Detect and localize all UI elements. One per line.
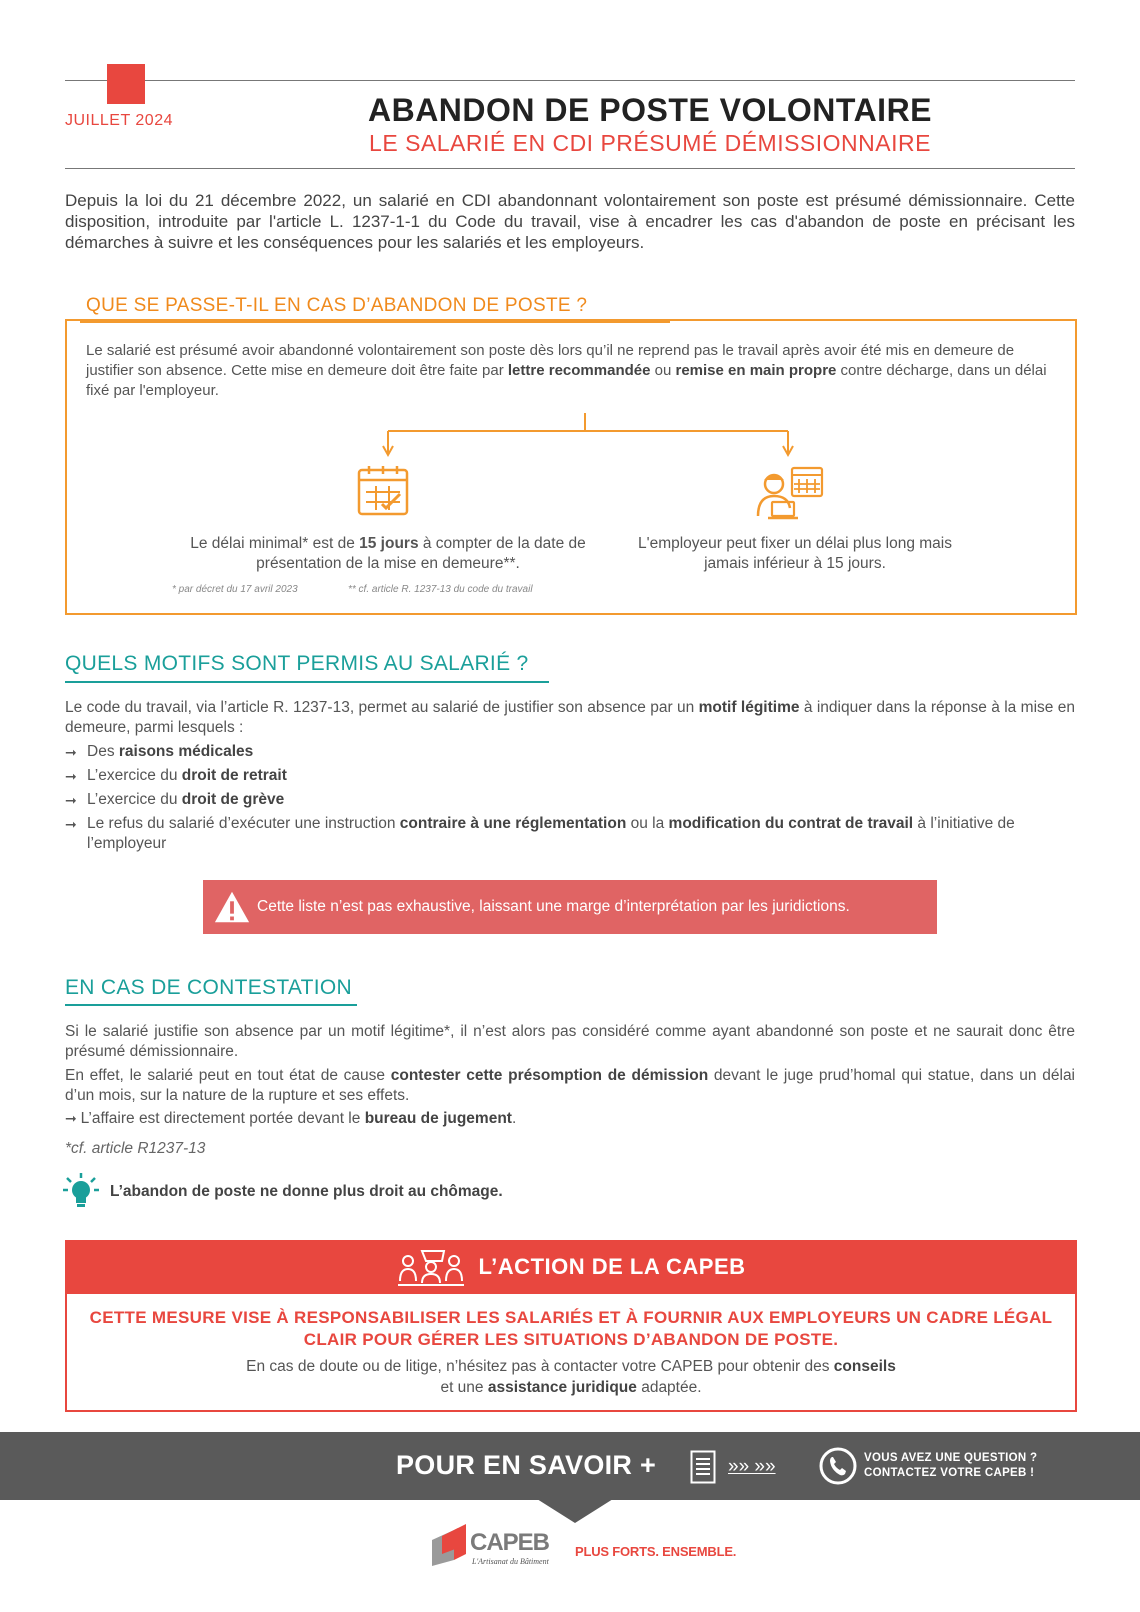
contact-line-1: VOUS AVEZ UNE QUESTION ?	[864, 1452, 1038, 1464]
document-icon[interactable]	[690, 1450, 716, 1484]
text-segment: Le refus du salarié d’exécuter une instruction	[87, 815, 400, 832]
employer-calendar-icon	[754, 464, 826, 522]
contestation-paragraph-1: Si le salarié justifie son absence par un motif légitime*, il n’est alors pas considéré comme ayant abandonné son poste et ne saurait donc être présumé démissionnaire.	[65, 1023, 1075, 1060]
text-segment: Le salarié est présumé avoir abandonné volontairement son poste dès lors qu’il ne reprend pas le travail après avoir été mis en demeure de justifier son absence. Cette mise en demeure doit être faite par	[86, 342, 1015, 379]
red-square-decoration	[107, 64, 145, 104]
arrow-icon: ➞	[65, 792, 77, 808]
text-segment: L’exercice du	[87, 791, 182, 808]
text-segment: L’affaire est directement portée devant le	[80, 1110, 365, 1127]
bold-contraire-reglementation: contraire à une réglementation	[399, 815, 627, 832]
article-reference: *cf. article R1237-13	[65, 1140, 206, 1157]
warning-banner	[203, 880, 937, 934]
capeb-body-text	[80, 1356, 1062, 1398]
list-item	[65, 766, 1075, 786]
phone-icon[interactable]	[818, 1446, 858, 1486]
calendar-icon	[356, 464, 412, 520]
bold-assistance-juridique: assistance juridique	[487, 1379, 637, 1396]
page-title: ABANDON DE POSTE VOLONTAIRE	[367, 92, 933, 128]
text-segment: ou la	[626, 815, 669, 832]
bold-droit-de-retrait: droit de retrait	[181, 767, 287, 784]
bold-15-jours: 15 jours	[359, 535, 419, 552]
arrow-icon: ➞	[65, 1110, 81, 1126]
bold-modification-contrat: modification du contrat de travail	[668, 815, 914, 832]
page-subtitle: LE SALARIÉ EN CDI PRÉSUMÉ DÉMISSIONNAIRE	[369, 130, 931, 156]
section-contestation-heading: EN CAS DE CONTESTATION	[65, 976, 353, 999]
employer-delay-caption: L'employeur peut fixer un délai plus long mais jamais inférieur à 15 jours.	[638, 535, 952, 572]
list-item	[65, 742, 1075, 762]
issue-date: JUILLET 2024	[65, 112, 173, 129]
text-segment: Le délai minimal* est de	[190, 535, 360, 552]
top-rule	[65, 80, 1075, 81]
bold-motif-legitime: motif légitime	[698, 699, 800, 716]
section-abandon-heading-wrap	[80, 295, 593, 317]
capeb-action-header	[65, 1240, 1077, 1294]
tip-text: L’abandon de poste ne donne plus droit au chômage.	[110, 1183, 503, 1200]
lightbulb-icon	[62, 1172, 100, 1208]
team-meeting-icon	[396, 1247, 466, 1287]
footnote-decree: * par décret du 17 avril 2023	[172, 584, 298, 595]
list-item	[65, 814, 1075, 854]
text-segment: ou	[650, 362, 676, 379]
learn-more-label: POUR EN SAVOIR +	[396, 1450, 657, 1480]
text-segment: En effet, le salarié peut en tout état de cause	[65, 1067, 391, 1084]
flow-arrows	[380, 413, 800, 463]
bold-droit-de-greve: droit de grève	[181, 791, 285, 808]
contestation-paragraph-2	[65, 1066, 1075, 1106]
text-segment: Le code du travail, via l’article R. 1237-13, permet au salarié de justifier son absence par un	[65, 699, 699, 716]
contact-line-2: CONTACTEZ VOTRE CAPEB !	[864, 1467, 1035, 1479]
section-motifs-underline	[65, 681, 549, 683]
section-motifs-heading: QUELS MOTIFS SONT PERMIS AU SALARIÉ ?	[65, 652, 529, 675]
section-contestation-underline	[65, 1004, 357, 1006]
bold-lettre-recommandee: lettre recommandée	[507, 362, 651, 379]
section-abandon-heading: QUE SE PASSE-T-IL EN CAS D’ABANDON DE POSTE ?	[86, 295, 588, 316]
footnote-article: ** cf. article R. 1237-13 du code du travail	[348, 584, 533, 595]
text-segment: à l’initiative de l’employeur	[87, 815, 1015, 852]
bold-contester-presomption: contester cette présomption de démission	[390, 1067, 709, 1084]
motifs-list	[65, 742, 1075, 858]
minimum-delay-caption	[168, 534, 608, 574]
bold-conseils: conseils	[833, 1358, 896, 1375]
text-segment: adaptée.	[636, 1379, 702, 1396]
text-segment: à indiquer dans la réponse à la mise en demeure, parmi lesquels :	[65, 699, 1076, 736]
bold-bureau-jugement: bureau de jugement	[364, 1110, 512, 1127]
list-item	[65, 790, 1075, 810]
intro-paragraph: Depuis la loi du 21 décembre 2022, un salarié en CDI abandonnant volontairement son poste est présumé démissionnaire. Cette disposition, introduite par l'article L. 1237-1-1 du Code du travail, vise à encadrer les cas d'abandon de poste en précisant les démarches à suivre et les conséquences pour les salariés et les employeurs.	[65, 191, 1075, 252]
arrow-icon: ➞	[65, 816, 77, 832]
capeb-logo	[428, 1520, 568, 1570]
svg-text:L'Artisanat du Bâtiment: L'Artisanat du Bâtiment	[472, 1557, 549, 1566]
bold-remise-en-main-propre: remise en main propre	[675, 362, 837, 379]
section-abandon-text	[86, 341, 1056, 401]
header-bottom-rule	[65, 168, 1075, 169]
svg-text:CAPEB: CAPEB	[470, 1529, 550, 1556]
section-abandon-underline	[80, 321, 670, 323]
bold-raisons-medicales: raisons médicales	[118, 743, 254, 760]
text-segment: à compter de la date de présentation de la mise en demeure**.	[256, 535, 586, 572]
arrow-icon: ➞	[65, 768, 77, 784]
text-segment: Des	[87, 743, 119, 760]
warning-text: Cette liste n’est pas exhaustive, laissant une marge d’interprétation par les juridictions.	[257, 898, 850, 915]
text-segment: En cas de doute ou de litige, n’hésitez pas à contacter votre CAPEB pour obtenir des	[246, 1358, 834, 1375]
text-segment: L’exercice du	[87, 767, 182, 784]
text-segment: devant le juge prud’homal qui statue, dans un délai d’un mois, sur la nature de la rupture et ses effets.	[65, 1067, 1076, 1104]
section-motifs-text	[65, 698, 1075, 738]
arrow-icon: ➞	[65, 744, 77, 760]
capeb-lead-text: CETTE MESURE VISE À RESPONSABILISER LES SALARIÉS ET À FOURNIR AUX EMPLOYEURS UN CADRE LÉGAL CLAIR POUR GÉRER LES SITUATIONS D’ABANDON DE POSTE.	[89, 1308, 1053, 1349]
text-segment: et une	[440, 1379, 488, 1396]
text-segment: .	[511, 1110, 517, 1127]
capeb-action-heading: L’ACTION DE LA CAPEB	[478, 1254, 746, 1279]
text-segment: contre décharge, dans un délai fixé par l'employeur.	[86, 362, 1047, 399]
capeb-slogan: PLUS FORTS. ENSEMBLE.	[575, 1544, 737, 1559]
learn-more-link[interactable]: »» »»	[728, 1456, 776, 1477]
bureau-jugement-line	[65, 1110, 516, 1128]
warning-icon	[213, 889, 251, 925]
contact-prompt	[864, 1451, 1037, 1481]
